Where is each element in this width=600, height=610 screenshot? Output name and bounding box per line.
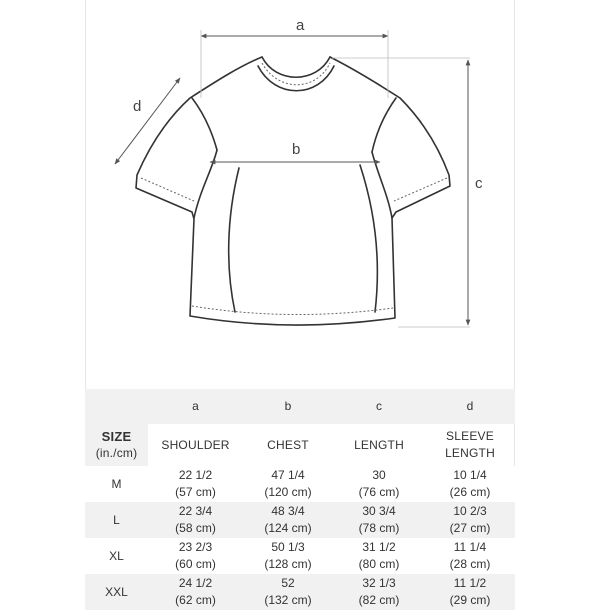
guide-lines: [201, 30, 470, 327]
left-side-line: [229, 168, 239, 312]
letter-cell-d: d: [466, 399, 474, 413]
dimension-c-label: c: [475, 175, 483, 192]
right-sleeve-hem-stitch: [394, 178, 447, 201]
value-cell: 24 1/2 (62 cm): [148, 574, 243, 610]
value-cell: 30 3/4 (78 cm): [333, 502, 425, 538]
value-cell: 52 (132 cm): [243, 574, 333, 610]
value-cell: 32 1/3 (82 cm): [333, 574, 425, 610]
size-cell: L: [85, 502, 148, 538]
dimension-a-label: a: [296, 17, 305, 34]
tshirt-body-line: [136, 57, 450, 325]
value-cell: 48 3/4 (124 cm): [243, 502, 333, 538]
value-cell: 11 1/2 (29 cm): [425, 574, 515, 610]
size-header-title: SIZE: [101, 429, 132, 444]
left-shoulder-seam: [192, 98, 217, 150]
dimension-letter-row: [85, 389, 515, 424]
dimension-arrows: [115, 36, 468, 325]
size-cell: M: [85, 466, 148, 502]
value-cell: 22 1/2 (57 cm): [148, 466, 243, 502]
size-cell: XXL: [85, 574, 148, 610]
size-chart-table: [85, 389, 515, 610]
header-row: [85, 424, 515, 466]
value-cell: 30 (76 cm): [333, 466, 425, 502]
header-length: LENGTH: [354, 437, 404, 452]
dimension-d-arrow: [115, 78, 180, 164]
left-sleeve-hem-stitch: [141, 178, 194, 201]
size-header-units: (in./cm): [95, 446, 138, 460]
table-row: [85, 466, 515, 502]
size-cell: XL: [85, 538, 148, 574]
letter-cell-a: a: [192, 399, 199, 413]
table-row: [85, 574, 515, 610]
size-header-cell: [85, 424, 148, 466]
dimension-b-label: b: [292, 141, 301, 158]
value-cell: 11 1/4 (28 cm): [425, 538, 515, 574]
table-row: [85, 502, 515, 538]
value-cell: 50 1/3 (128 cm): [243, 538, 333, 574]
body-hem-stitch: [192, 306, 393, 315]
value-cell: 22 3/4 (58 cm): [148, 502, 243, 538]
value-cell: 47 1/4 (120 cm): [243, 466, 333, 502]
header-chest: CHEST: [267, 437, 309, 452]
header-sleeve-length: SLEEVE LENGTH: [445, 429, 495, 460]
value-cell: 31 1/2 (80 cm): [333, 538, 425, 574]
letter-cell-empty: [85, 389, 148, 424]
dimension-d-label: d: [133, 98, 142, 115]
collar-outer: [262, 57, 330, 77]
letter-cell-c: c: [376, 399, 382, 413]
letter-cell-b: b: [284, 399, 292, 413]
tshirt-outline: [136, 57, 450, 325]
header-shoulder: SHOULDER: [161, 437, 230, 452]
value-cell: 10 1/4 (26 cm): [425, 466, 515, 502]
value-cell: 10 2/3 (27 cm): [425, 502, 515, 538]
value-cell: 23 2/3 (60 cm): [148, 538, 243, 574]
collar-stitch: [262, 63, 330, 85]
right-side-line: [360, 165, 377, 312]
collar-inner: [258, 66, 334, 91]
table-row: [85, 538, 515, 574]
right-shoulder-seam: [372, 98, 396, 152]
left-armhole-seam: [194, 150, 217, 218]
